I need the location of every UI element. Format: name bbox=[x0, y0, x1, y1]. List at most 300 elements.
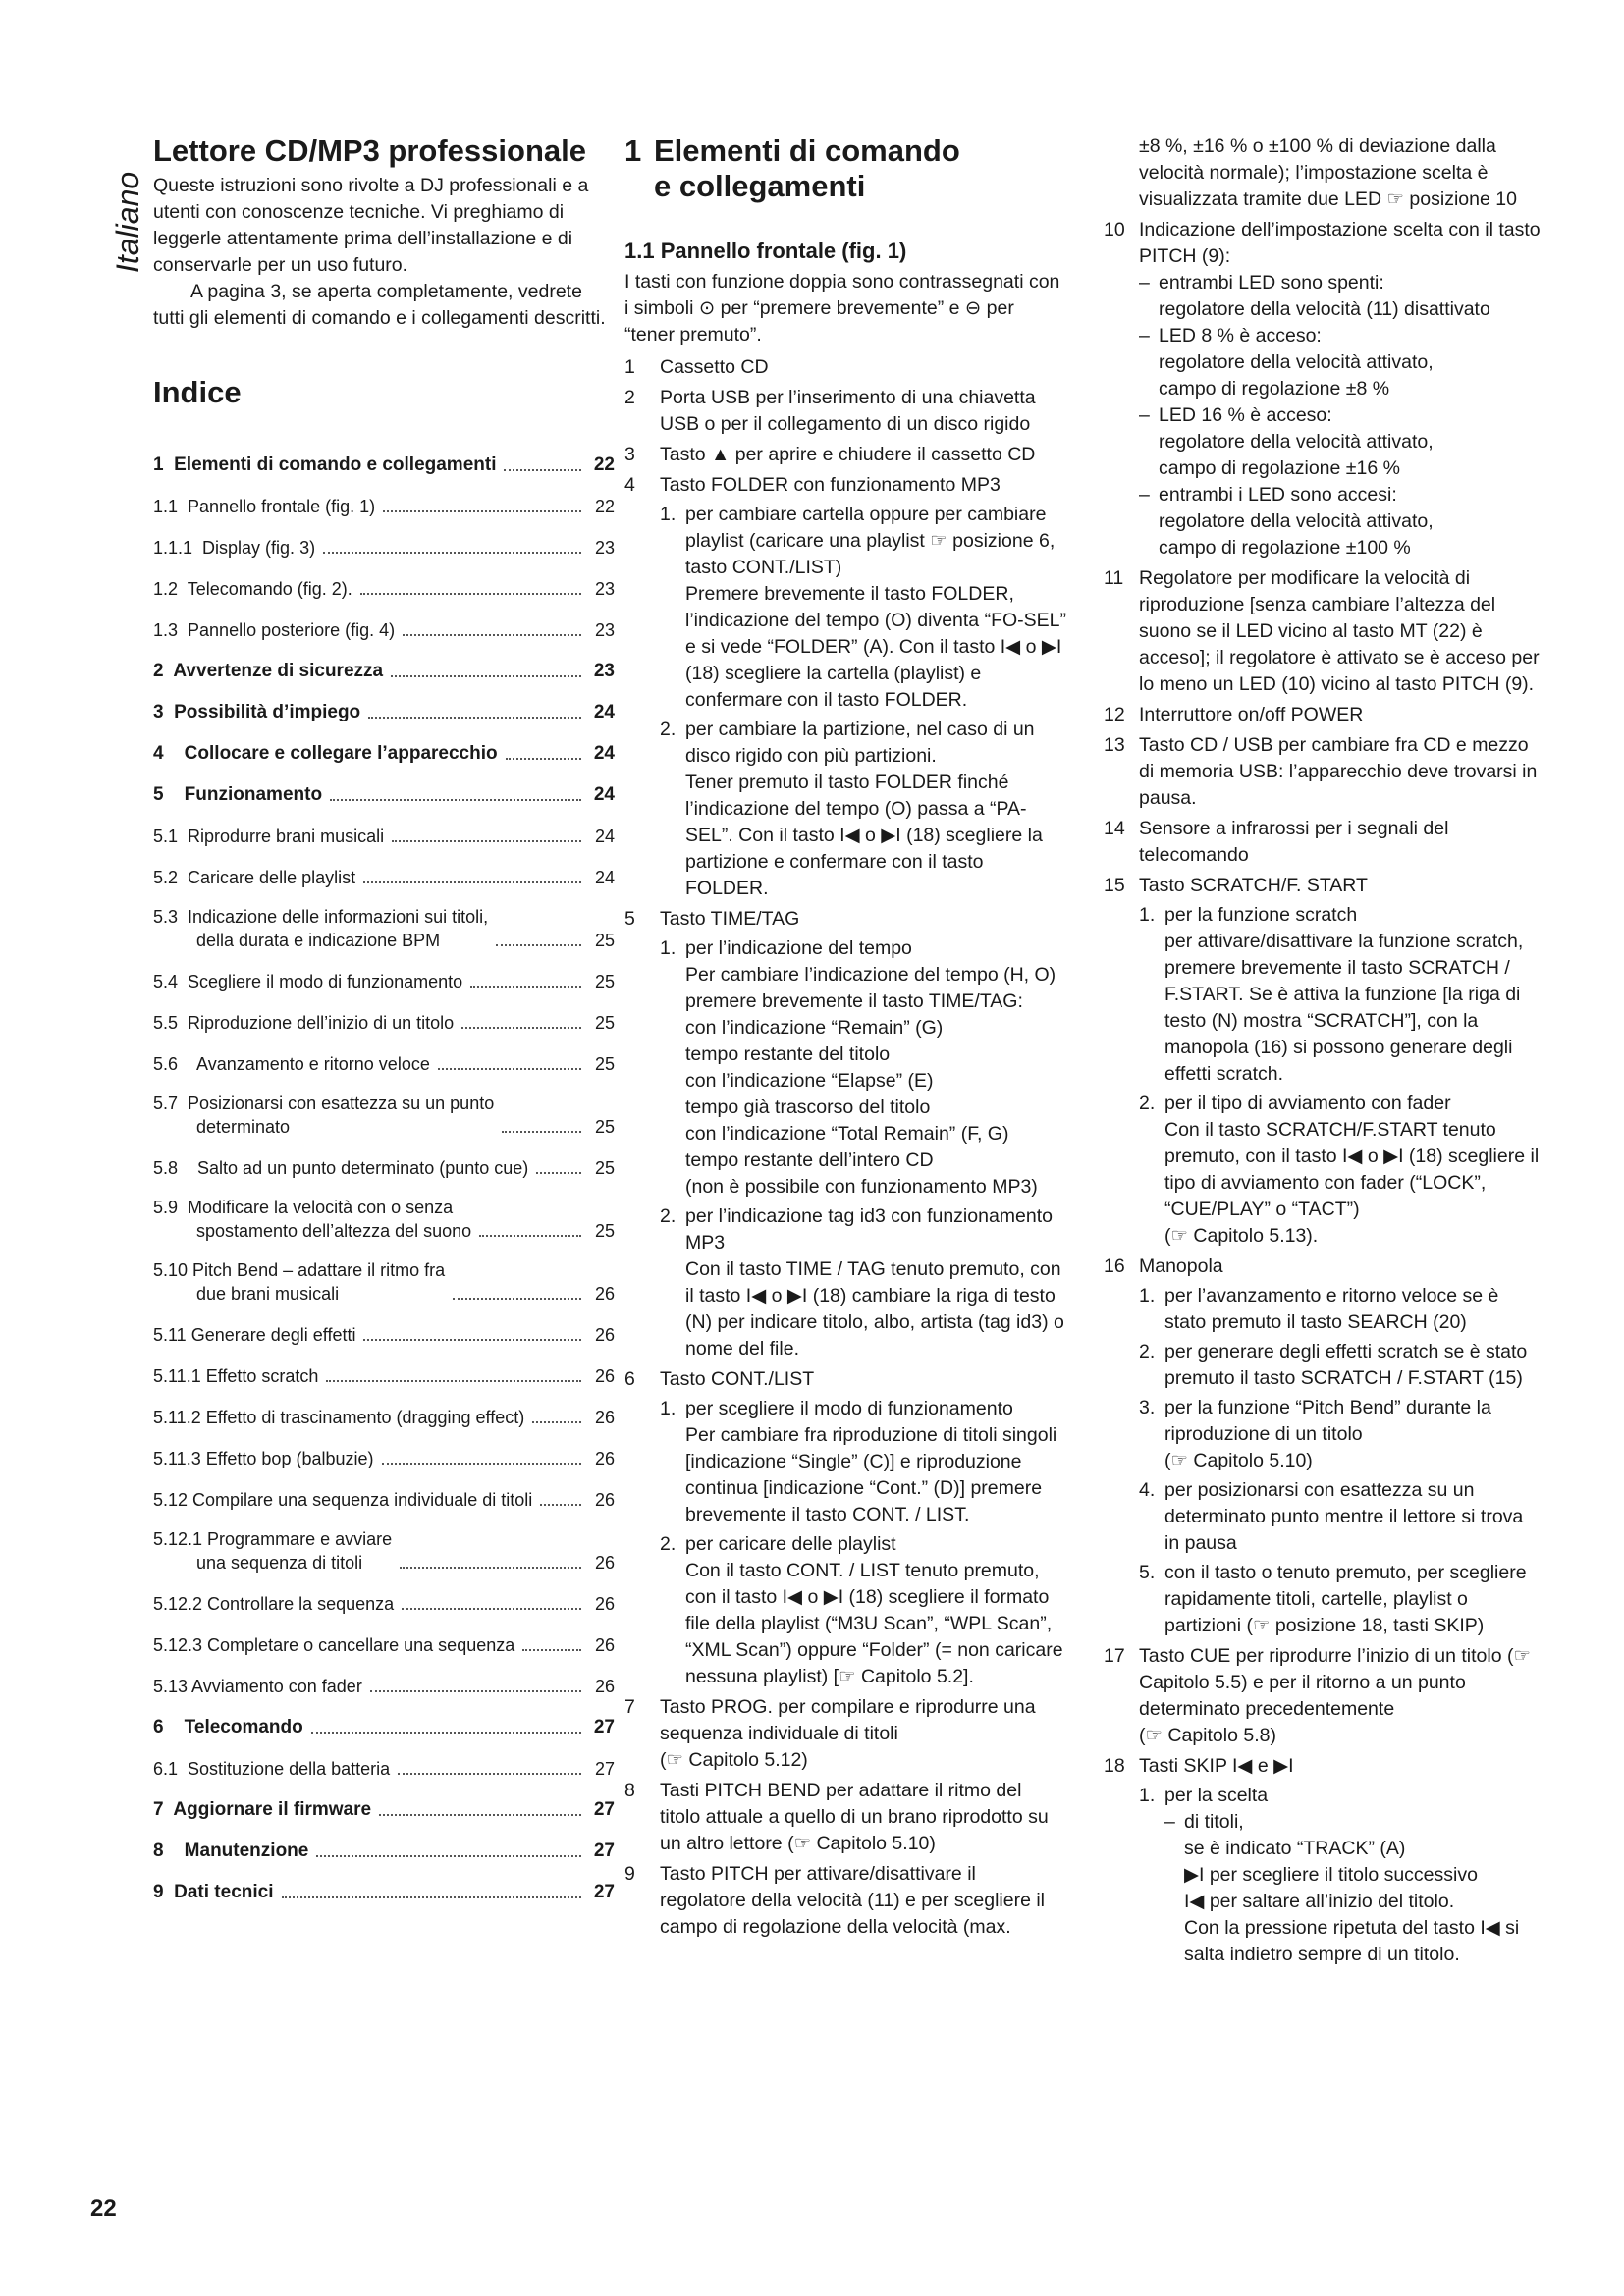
toc-entry-title: 5.11 Generare degli effetti bbox=[153, 1325, 356, 1345]
toc-entry bbox=[153, 477, 615, 518]
toc-dot-leader bbox=[438, 1068, 581, 1070]
sub-item-number: 1. bbox=[660, 504, 677, 525]
intro-paragraph-2: A pagina 3, se aperta completamente, vedrete tutti gli elementi di comando e i collegamenti descritti. bbox=[153, 281, 606, 329]
toc-entry-title: 5.11.1 Effetto scratch bbox=[153, 1366, 319, 1386]
numbered-item bbox=[624, 1861, 1066, 1941]
section-number: 1 bbox=[624, 133, 642, 168]
sub-item-text: per l’indicazione del tempo Per cambiare l’indicazione del tempo (H, O) premere brevemente il tasto TIME/TAG: con l’indicazione “Remain” (G) tempo restante del titolo con l’indicazione “Elapse” (E) tempo già trascorso del titolo con l’indicazione “Total Remain” (F, G) tempo restante dell’intero CD (non è possibile con funzionamento MP3) bbox=[685, 937, 1056, 1198]
toc-dot-leader bbox=[504, 469, 581, 471]
item-body bbox=[1139, 1753, 1542, 1968]
toc-entry-title-cont: spostamento dell’altezza del suono bbox=[196, 1221, 472, 1241]
toc-dot-leader bbox=[383, 510, 581, 512]
toc-page-number: 26 bbox=[594, 1635, 615, 1655]
toc-entry bbox=[153, 683, 615, 724]
toc-entry-title: 8 Manutenzione bbox=[153, 1841, 309, 1861]
toc-entry-title: 4 Collocare e collegare l’apparecchio bbox=[153, 743, 498, 764]
toc-entry bbox=[153, 1657, 615, 1698]
toc-entry bbox=[153, 1076, 615, 1139]
toc-entry bbox=[153, 1035, 615, 1076]
toc-entry-title-wrap bbox=[153, 1592, 394, 1616]
toc-entry-title: 6 Telecomando bbox=[153, 1717, 303, 1737]
sub-item bbox=[1139, 1560, 1542, 1639]
toc-entry-title-wrap bbox=[153, 660, 383, 683]
toc-dot-leader bbox=[370, 1690, 581, 1692]
toc-dot-leader bbox=[402, 1608, 581, 1610]
item-text: Tasto CONT./LIST bbox=[660, 1368, 815, 1390]
toc-entry-title: 1.1.1 Display (fig. 3) bbox=[153, 538, 316, 558]
item-body bbox=[660, 1366, 1066, 1690]
toc-dot-leader bbox=[502, 1131, 581, 1133]
toc-entry-title-wrap bbox=[153, 1196, 471, 1243]
sub-item-number: 1. bbox=[660, 1398, 677, 1419]
toc-entry bbox=[153, 1739, 615, 1781]
toc-dot-leader bbox=[536, 1172, 581, 1174]
toc-page-number: 22 bbox=[594, 497, 615, 516]
toc-entry bbox=[153, 642, 615, 683]
toc-entry-title-wrap bbox=[153, 454, 496, 477]
section-title-line1: Elementi di comando bbox=[654, 133, 960, 168]
toc-entry bbox=[153, 436, 615, 477]
toc-entry-title: 5.13 Avviamento con fader bbox=[153, 1677, 362, 1696]
toc-page-number: 26 bbox=[594, 1490, 615, 1510]
sub-item-text: per generare degli effetti scratch se è stato premuto il tasto SCRATCH / F.START (15) bbox=[1164, 1341, 1528, 1389]
toc-entry-title-wrap bbox=[153, 1527, 392, 1575]
item-number: 14 bbox=[1104, 818, 1125, 839]
toc-entry-title-wrap bbox=[153, 825, 384, 848]
item-body bbox=[660, 385, 1066, 438]
item-body bbox=[660, 1778, 1066, 1857]
toc-entry bbox=[153, 766, 615, 807]
numbered-item bbox=[624, 1366, 1066, 1690]
sub-item-number: 1. bbox=[1139, 1785, 1156, 1806]
sub-item-text: per posizionarsi con esattezza su un determinato punto mentre il lettore si trova in pausa bbox=[1164, 1479, 1524, 1554]
item-text: Tasto CUE per riprodurre l’inizio di un titolo (☞ Capitolo 5.5) e per il ritorno a un punto determinato precedentemente (☞ Capitolo 5.8) bbox=[1139, 1645, 1531, 1746]
toc-entry-title-wrap bbox=[153, 1716, 303, 1739]
column-middle bbox=[624, 133, 1066, 1941]
item-number: 12 bbox=[1104, 704, 1125, 725]
toc-entry-title: 1.1 Pannello frontale (fig. 1) bbox=[153, 497, 376, 516]
toc-dot-leader bbox=[506, 758, 581, 760]
sub-item-number: 2. bbox=[660, 1205, 677, 1227]
sub-item bbox=[1139, 1477, 1542, 1557]
numbered-item bbox=[1104, 873, 1542, 1250]
toc-dot-leader bbox=[330, 799, 581, 801]
sub-item bbox=[660, 717, 1066, 902]
sub-item-number: 1. bbox=[660, 937, 677, 959]
sub-item-number: 1. bbox=[1139, 904, 1156, 926]
toc-entry bbox=[153, 1180, 615, 1243]
item-text: Interruttore on/off POWER bbox=[1139, 704, 1364, 725]
toc-dot-leader bbox=[532, 1421, 581, 1423]
item-text: Tasti PITCH BEND per adattare il ritmo del titolo attuale a quello di un brano riprodotto su un altro lettore (☞ Capitolo 5.10) bbox=[660, 1780, 1049, 1854]
sub-item-body bbox=[1164, 902, 1542, 1088]
item-number: 13 bbox=[1104, 734, 1125, 756]
toc-entry-title-wrap bbox=[153, 1323, 355, 1347]
toc-entry-title: 5.12.1 Programmare e avviare bbox=[153, 1529, 393, 1549]
toc-entry-title: 1.3 Pannello posteriore (fig. 4) bbox=[153, 620, 396, 640]
dash-mark: – bbox=[1139, 484, 1150, 506]
sub-item bbox=[1139, 902, 1542, 1088]
toc-entry-title-wrap bbox=[153, 742, 498, 766]
toc-page-number: 25 bbox=[594, 1054, 615, 1074]
toc-dot-leader bbox=[363, 881, 581, 883]
toc-entry-title: 3 Possibilità d’impiego bbox=[153, 702, 361, 722]
toc-entry bbox=[153, 889, 615, 952]
toc-entry-title-wrap bbox=[153, 701, 360, 724]
dash-item bbox=[1139, 270, 1542, 323]
sub-item bbox=[660, 1396, 1066, 1528]
toc-entry-title: 5.11.3 Effetto bop (balbuzie) bbox=[153, 1449, 374, 1468]
toc-entry-title-wrap bbox=[153, 1840, 308, 1863]
toc-entry-title-wrap bbox=[153, 1447, 374, 1470]
toc-page-number: 27 bbox=[593, 1882, 615, 1902]
numbered-item bbox=[1104, 217, 1542, 561]
document-title: Lettore CD/MP3 professionale bbox=[153, 133, 586, 168]
item-body bbox=[660, 354, 1066, 381]
sub-item-text: per caricare delle playlist Con il tasto CONT. / LIST tenuto premuto, con il tasto I◀ o ▶I (18) scegliere il formato file della playlist (“M3U Scan”, “WPL Scan”, “XML Scan”) oppure “Folder” (= non caricare nessuna playlist) [☞ Capitolo 5.2]. bbox=[685, 1533, 1063, 1687]
item-number: 7 bbox=[624, 1696, 635, 1718]
item-body bbox=[660, 472, 1066, 902]
toc-entry-title-wrap bbox=[153, 905, 488, 952]
item-text: Tasto ▲ per aprire e chiudere il cassetto CD bbox=[660, 444, 1036, 465]
toc-page-number: 26 bbox=[594, 1677, 615, 1696]
section-heading bbox=[624, 133, 1066, 204]
toc-entry-title: 5.11.2 Effetto di trascinamento (dragging effect) bbox=[153, 1408, 525, 1427]
toc-entry-title: 7 Aggiornare il firmware bbox=[153, 1799, 372, 1820]
sub-item bbox=[1139, 1395, 1542, 1474]
item-number: 16 bbox=[1104, 1255, 1125, 1277]
toc-entry-title-cont: determinato bbox=[196, 1117, 291, 1137]
sub-item bbox=[1139, 1339, 1542, 1392]
sub-item-text: con il tasto o tenuto premuto, per scegliere rapidamente titoli, cartelle, playlist o partizioni (☞ posizione 18, tasti SKIP) bbox=[1164, 1562, 1527, 1636]
toc-entry-title-wrap bbox=[153, 1156, 528, 1180]
numbered-item bbox=[1104, 1643, 1542, 1749]
toc-page-number: 26 bbox=[594, 1449, 615, 1468]
toc-entry-title-wrap bbox=[153, 1364, 318, 1388]
sub-item-number: 2. bbox=[660, 719, 677, 740]
toc-entry-title-wrap bbox=[153, 1881, 274, 1904]
toc-entry bbox=[153, 848, 615, 889]
toc-entry-title: 5.7 Posizionarsi con esattezza su un punto bbox=[153, 1094, 495, 1113]
toc-dot-leader bbox=[392, 840, 581, 842]
toc-page-number: 22 bbox=[593, 454, 615, 475]
column-left bbox=[153, 133, 615, 1904]
toc-entry-title-cont: due brani musicali bbox=[196, 1284, 340, 1304]
toc-entry bbox=[153, 560, 615, 601]
item-body bbox=[1139, 1254, 1542, 1639]
toc-entry-title-wrap bbox=[153, 1757, 390, 1781]
toc-page-number: 23 bbox=[594, 538, 615, 558]
toc-entry-title: 5.5 Riproduzione dell’inizio di un titolo bbox=[153, 1013, 455, 1033]
language-tab bbox=[82, 126, 145, 273]
toc-page-number: 24 bbox=[593, 743, 615, 764]
dash-item bbox=[1139, 482, 1542, 561]
toc-entry-title: 5.6 Avanzamento e ritorno veloce bbox=[153, 1054, 430, 1074]
item-list-middle bbox=[624, 354, 1066, 1941]
sub-item bbox=[1139, 1283, 1542, 1336]
toc-entry-title: 5.12 Compilare una sequenza individuale di titoli bbox=[153, 1490, 533, 1510]
toc-entry bbox=[153, 1347, 615, 1388]
section-title-line2: e collegamenti bbox=[654, 169, 866, 203]
item-text: Tasto SCRATCH/F. START bbox=[1139, 875, 1368, 896]
item-text: Tasto FOLDER con funzionamento MP3 bbox=[660, 474, 1001, 496]
toc-entry-title: 5.3 Indicazione delle informazioni sui titoli, bbox=[153, 907, 489, 927]
toc-entry bbox=[153, 1306, 615, 1347]
item-text: Indicazione dell’impostazione scelta con il tasto PITCH (9): bbox=[1139, 219, 1541, 267]
item-number: 5 bbox=[624, 908, 635, 930]
toc-entry bbox=[153, 993, 615, 1035]
toc-page-number: 24 bbox=[594, 868, 615, 887]
item-text: Tasto CD / USB per cambiare fra CD e mezzo di memoria USB: l’apparecchio deve trovarsi in pausa. bbox=[1139, 734, 1538, 809]
toc-entry-title-cont: della durata e indicazione BPM bbox=[196, 931, 441, 950]
dash-mark: – bbox=[1139, 272, 1150, 294]
item-text: Tasto TIME/TAG bbox=[660, 908, 800, 930]
toc-page-number: 25 bbox=[594, 1221, 615, 1241]
toc-entry-title-wrap bbox=[153, 536, 315, 560]
item-number: 8 bbox=[624, 1780, 635, 1801]
toc-page-number: 24 bbox=[593, 784, 615, 805]
toc-entry-title: 5.1 Riprodurre brani musicali bbox=[153, 827, 385, 846]
toc-entry bbox=[153, 1698, 615, 1739]
toc-page-number: 23 bbox=[593, 661, 615, 681]
sub-item-body bbox=[685, 1531, 1066, 1690]
sub-item-body bbox=[1164, 1091, 1542, 1250]
intro-paragraph-1: Queste istruzioni sono rivolte a DJ professionali e a utenti con conoscenze tecniche. Vi preghiamo di leggerle attentamente prima dell’installazione e di conservarle per un uso futuro. bbox=[153, 175, 589, 276]
toc-entry-title-wrap bbox=[153, 577, 352, 601]
toc-entry bbox=[153, 1575, 615, 1616]
continuation-paragraph: ±8 %, ±16 % o ±100 % di deviazione dalla velocità normale); l’impostazione scelta è visualizzata tramite due LED ☞ posizione 10 bbox=[1139, 135, 1517, 210]
toc-entry bbox=[153, 807, 615, 848]
toc-page-number: 27 bbox=[593, 1841, 615, 1861]
toc-entry-title: 5 Funzionamento bbox=[153, 784, 323, 805]
toc-dot-leader bbox=[540, 1504, 581, 1506]
dash-item-text: LED 16 % è acceso: regolatore della velocità attivato, campo di regolazione ±16 % bbox=[1159, 404, 1434, 479]
dash-item-text: entrambi LED sono spenti: regolatore della velocità (11) disattivato bbox=[1159, 272, 1490, 320]
toc-entry-title: 5.4 Scegliere il modo di funzionamento bbox=[153, 972, 463, 991]
item-number: 10 bbox=[1104, 219, 1125, 240]
item-number: 3 bbox=[624, 444, 635, 465]
sub-item-body bbox=[685, 935, 1066, 1201]
numbered-item bbox=[1104, 1254, 1542, 1639]
toc-page-number: 26 bbox=[594, 1408, 615, 1427]
dash-item-text: di titoli, se è indicato “TRACK” (A) ▶I per scegliere il titolo successivo I◀ per saltare all’inizio del titolo. Con la pressione ripetuta del tasto I◀ si salta indietro sempre di un titolo. bbox=[1184, 1811, 1520, 1965]
sub-item-body bbox=[1164, 1395, 1542, 1474]
toc-entry bbox=[153, 1616, 615, 1657]
sub-item-body bbox=[1164, 1477, 1542, 1557]
sub-item-body bbox=[1164, 1339, 1542, 1392]
toc-entry bbox=[153, 1781, 615, 1822]
toc-entry bbox=[153, 1388, 615, 1429]
toc-entry-title-wrap bbox=[153, 1675, 362, 1698]
item-body bbox=[660, 1694, 1066, 1774]
item-body bbox=[1139, 217, 1542, 561]
toc-entry-title: 2 Avvertenze di sicurezza bbox=[153, 661, 384, 681]
toc-dot-leader bbox=[323, 552, 581, 554]
toc-entry-title-wrap bbox=[153, 1052, 430, 1076]
numbered-item bbox=[624, 906, 1066, 1362]
sub-item-number: 3. bbox=[1139, 1397, 1156, 1418]
toc-entry-title-wrap bbox=[153, 1258, 445, 1306]
toc-dot-leader bbox=[479, 1235, 581, 1237]
toc-dot-leader bbox=[282, 1896, 582, 1898]
item-text: Sensore a infrarossi per i segnali del telecomando bbox=[1139, 818, 1449, 866]
toc-entry-title-wrap bbox=[153, 970, 462, 993]
toc-dot-leader bbox=[391, 675, 581, 677]
numbered-item bbox=[1104, 732, 1542, 812]
toc-entry-title: 5.8 Salto ad un punto determinato (punto cue) bbox=[153, 1158, 529, 1178]
column-right bbox=[1104, 133, 1542, 1968]
toc-entry-title-wrap bbox=[153, 1488, 532, 1512]
toc-entry-title-wrap bbox=[153, 866, 355, 889]
toc-page-number: 27 bbox=[593, 1799, 615, 1820]
sub-item-body bbox=[1164, 1783, 1542, 1809]
toc-page-number: 23 bbox=[594, 620, 615, 640]
sub-item-body bbox=[1164, 1283, 1542, 1336]
toc-dot-leader bbox=[316, 1855, 581, 1857]
language-label: Italiano bbox=[110, 171, 145, 273]
item-text: Regolatore per modificare la velocità di riproduzione [senza cambiare l’altezza del suono se il LED vicino al tasto MT (22) è acceso]; il regolatore è attivato se è acceso per lo meno un LED (10) vicino al tasto PITCH (9). bbox=[1139, 567, 1540, 695]
sub-item-number: 2. bbox=[1139, 1341, 1156, 1362]
item-body bbox=[1139, 732, 1542, 812]
dash-item-text: LED 8 % è acceso: regolatore della velocità attivato, campo di regolazione ±8 % bbox=[1159, 325, 1434, 400]
dash-item-text: entrambi i LED sono accesi: regolatore della velocità attivato, campo di regolazione ±100 % bbox=[1159, 484, 1434, 559]
item-text: Tasto PITCH per attivare/disattivare il regolatore della velocità (11) e per scegliere il campo di regolazione della velocità (max. bbox=[660, 1863, 1046, 1938]
dash-item bbox=[1139, 402, 1542, 482]
toc-entry bbox=[153, 1243, 615, 1306]
toc-dot-leader bbox=[496, 944, 581, 946]
toc-entry-title-wrap bbox=[153, 1633, 514, 1657]
dash-mark: – bbox=[1139, 325, 1150, 347]
toc-dot-leader bbox=[398, 1773, 581, 1775]
item-body bbox=[1139, 565, 1542, 698]
sub-item bbox=[1139, 1783, 1542, 1809]
sub-item-text: per la funzione “Pitch Bend” durante la riproduzione di un titolo (☞ Capitolo 5.10) bbox=[1164, 1397, 1491, 1471]
numbered-item bbox=[624, 442, 1066, 468]
item-body bbox=[1139, 816, 1542, 869]
sub-item-body bbox=[685, 502, 1066, 714]
toc-entry-title-wrap bbox=[153, 1092, 494, 1139]
toc-dot-leader bbox=[453, 1298, 581, 1300]
toc-page-number: 26 bbox=[594, 1553, 615, 1573]
item-number: 11 bbox=[1104, 567, 1124, 589]
toc-entry bbox=[153, 724, 615, 766]
item-number: 2 bbox=[624, 387, 635, 408]
sub-item-body bbox=[1164, 1560, 1542, 1639]
toc-entry bbox=[153, 1139, 615, 1180]
sub-item bbox=[660, 1531, 1066, 1690]
sub-item-text: per cambiare cartella oppure per cambiare playlist (caricare una playlist ☞ posizione 6, tasto CONT./LIST) Premere brevemente il tasto FOLDER, l’indicazione del tempo (O) diventa “FO-SEL” e si vede “FOLDER” (A). Con il tasto I◀ o ▶I (18) scegliere la cartella (playlist) e confermare con il tasto FOLDER. bbox=[685, 504, 1066, 711]
item-number: 1 bbox=[624, 356, 635, 378]
item-number: 6 bbox=[624, 1368, 635, 1390]
item-text: Cassetto CD bbox=[660, 356, 769, 378]
subsection-intro: I tasti con funzione doppia sono contrassegnati con i simboli ⊙ per “premere brevemente” e ⊖ per “tener premuto”. bbox=[624, 271, 1060, 346]
toc-entry bbox=[153, 1512, 615, 1575]
sub-item-body bbox=[685, 717, 1066, 902]
toc-dot-leader bbox=[470, 986, 581, 988]
sub-item-number: 2. bbox=[1139, 1093, 1156, 1114]
toc-entry-title: 5.10 Pitch Bend – adattare il ritmo fra bbox=[153, 1260, 446, 1280]
item-text: Tasti SKIP I◀ e ▶I bbox=[1139, 1755, 1294, 1777]
item-text: Porta USB per l’inserimento di una chiavetta USB o per il collegamento di un disco rigido bbox=[660, 387, 1036, 435]
toc-page-number: 25 bbox=[594, 931, 615, 950]
toc-entry-title-wrap bbox=[153, 1406, 524, 1429]
numbered-item bbox=[624, 385, 1066, 438]
toc-entry-title: 9 Dati tecnici bbox=[153, 1882, 274, 1902]
numbered-item bbox=[624, 354, 1066, 381]
item-number: 18 bbox=[1104, 1755, 1125, 1777]
toc-dot-leader bbox=[326, 1380, 581, 1382]
toc-dot-leader bbox=[379, 1814, 581, 1816]
toc-dot-leader bbox=[360, 593, 581, 595]
toc-entry bbox=[153, 1429, 615, 1470]
toc-entry bbox=[153, 952, 615, 993]
toc-entry-title: 5.2 Caricare delle playlist bbox=[153, 868, 356, 887]
sub-item bbox=[660, 935, 1066, 1201]
numbered-item bbox=[624, 1778, 1066, 1857]
numbered-item bbox=[624, 1694, 1066, 1774]
toc-entry-title: 5.12.2 Controllare la sequenza bbox=[153, 1594, 395, 1614]
dash-item bbox=[1139, 1809, 1542, 1968]
toc-entry-title-wrap bbox=[153, 1798, 371, 1822]
toc-entry-title-wrap bbox=[153, 783, 322, 807]
toc-page-number: 24 bbox=[593, 702, 615, 722]
toc-page-number: 26 bbox=[594, 1325, 615, 1345]
toc-page-number: 25 bbox=[594, 1013, 615, 1033]
sub-item-body bbox=[685, 1396, 1066, 1528]
toc-dot-leader bbox=[368, 717, 581, 719]
toc-dot-leader bbox=[403, 634, 581, 636]
sub-item-text: per scegliere il modo di funzionamento Per cambiare fra riproduzione di titoli singoli [indicazione “Single” (C)] e riproduzione continua [indicazione “Cont.” (D)] premere brevemente il tasto CONT. / LIST. bbox=[685, 1398, 1057, 1525]
item-text: Manopola bbox=[1139, 1255, 1223, 1277]
toc-entry bbox=[153, 518, 615, 560]
sub-item-body bbox=[685, 1203, 1066, 1362]
page-number: 22 bbox=[90, 2195, 117, 2221]
toc-page-number: 27 bbox=[594, 1759, 615, 1779]
toc-page-number: 24 bbox=[594, 827, 615, 846]
subsection-heading: 1.1 Pannello frontale (fig. 1) bbox=[624, 239, 907, 263]
toc-entry bbox=[153, 601, 615, 642]
toc-dot-leader bbox=[311, 1732, 581, 1734]
numbered-item bbox=[1104, 1753, 1542, 1968]
toc-page-number: 23 bbox=[594, 579, 615, 599]
toc-entry-title-wrap bbox=[153, 618, 395, 642]
item-number: 4 bbox=[624, 474, 635, 496]
sub-item bbox=[660, 1203, 1066, 1362]
toc-page-number: 25 bbox=[594, 1158, 615, 1178]
item-body bbox=[660, 906, 1066, 1362]
toc-entry-title: 1 Elementi di comando e collegamenti bbox=[153, 454, 497, 475]
item-body bbox=[660, 442, 1066, 468]
sub-item-text: per cambiare la partizione, nel caso di un disco rigido con più partizioni. Tener premuto il tasto FOLDER finché l’indicazione del tempo (O) passa a “PA-SEL”. Con il tasto I◀ o ▶I (18) scegliere la partizione e confermare con il tasto FOLDER. bbox=[685, 719, 1043, 899]
numbered-item bbox=[1104, 702, 1542, 728]
sub-item-text: per la scelta bbox=[1164, 1785, 1269, 1806]
sub-item bbox=[1139, 1091, 1542, 1250]
toc-dot-leader bbox=[382, 1463, 582, 1465]
sub-item-text: per il tipo di avviamento con fader Con il tasto SCRATCH/F.START tenuto premuto, con il tasto I◀ o ▶I (18) scegliere il tipo di avviamento con fader (“LOCK”, “CUE/PLAY” o “TACT”) (☞ Capitolo 5.13). bbox=[1164, 1093, 1540, 1247]
toc-page-number: 26 bbox=[594, 1366, 615, 1386]
toc-entry-title: 1.2 Telecomando (fig. 2). bbox=[153, 579, 352, 599]
toc-entry bbox=[153, 1822, 615, 1863]
dash-item bbox=[1139, 323, 1542, 402]
toc-page-number: 25 bbox=[594, 972, 615, 991]
item-body bbox=[660, 1861, 1066, 1941]
item-text: Tasto PROG. per compilare e riprodurre una sequenza individuale di titoli (☞ Capitolo 5.12) bbox=[660, 1696, 1036, 1771]
toc-entry-title-wrap bbox=[153, 495, 375, 518]
toc-entry-title-cont: una sequenza di titoli bbox=[196, 1553, 363, 1573]
numbered-item bbox=[624, 472, 1066, 902]
toc-entry-title: 6.1 Sostituzione della batteria bbox=[153, 1759, 391, 1779]
toc-dot-leader bbox=[363, 1339, 581, 1341]
